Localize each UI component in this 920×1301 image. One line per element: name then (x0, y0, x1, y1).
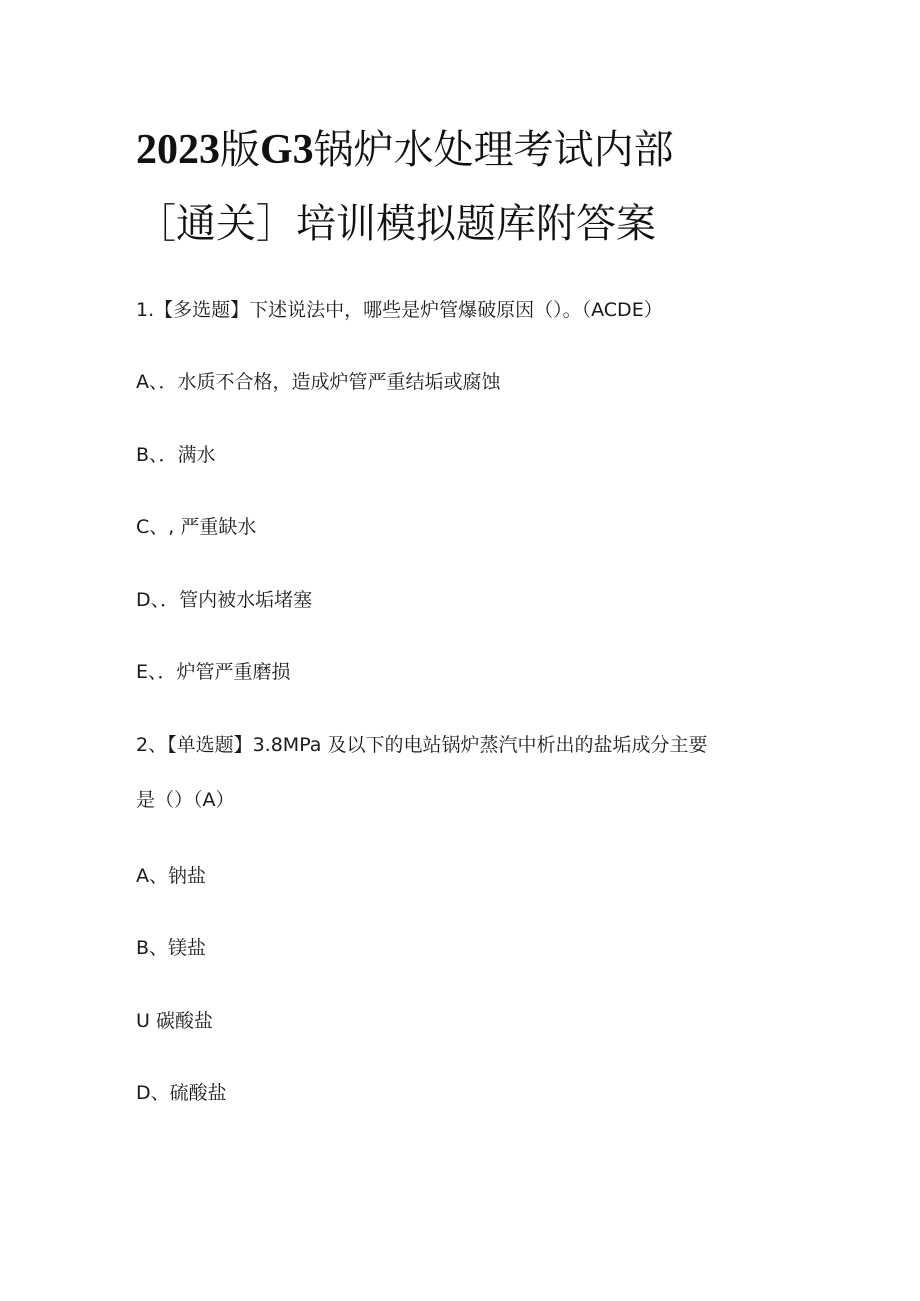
question-1-option-e: E、．炉管严重磨损 (136, 661, 291, 683)
document-title-line-2: ［通关］培训模拟题库附答案 (136, 201, 656, 247)
document-title-line-1 (136, 126, 674, 174)
question-2-stem-line-2: 是（）（A） (136, 789, 235, 811)
title-subject: 锅炉水处理考试内部 (313, 127, 674, 173)
title-year: 2023 (136, 127, 220, 173)
question-1-stem: 1.【多选题】下述说法中，哪些是炉管爆破原因（）。（ACDE） (136, 299, 663, 321)
question-1-option-d: D、．管内被水垢堵塞 (136, 589, 313, 611)
question-1-option-b: B、．满水 (136, 444, 216, 466)
question-2-stem-line-1: 2、【单选题】3.8MPa 及以下的电站锅炉蒸汽中析出的盐垢成分主要 (136, 734, 708, 756)
question-1-option-a: A、．水质不合格，造成炉管严重结垢或腐蚀 (136, 371, 501, 393)
question-2-option-c: U 碳酸盐 (136, 1010, 213, 1032)
question-2-option-b: B、镁盐 (136, 937, 207, 959)
question-2-option-a: A、钠盐 (136, 865, 206, 887)
question-2-option-d: D、硫酸盐 (136, 1082, 227, 1104)
title-edition: 版 (220, 127, 260, 173)
title-code: G3 (260, 127, 314, 173)
question-1-option-c: C、, 严重缺水 (136, 516, 257, 538)
